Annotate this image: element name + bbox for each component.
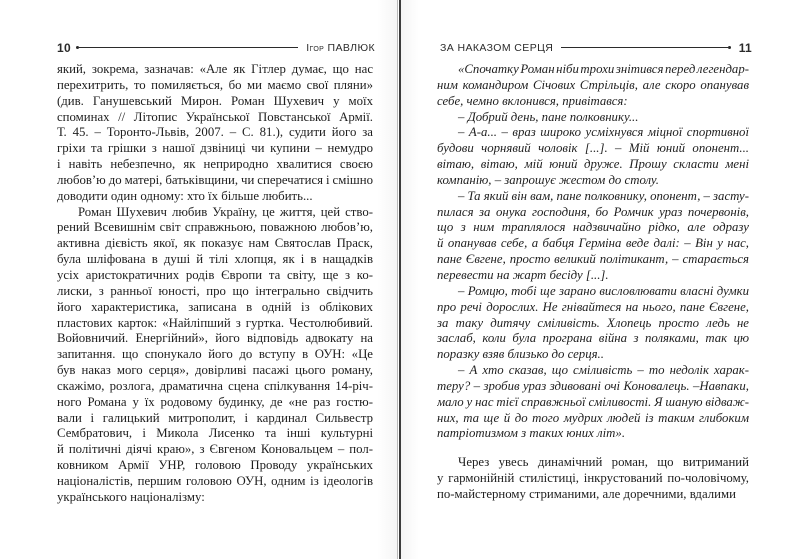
paragraph (437, 110, 749, 126)
text-line: пане Євгене, просто великий політикант, – старається (437, 252, 749, 267)
text-line: пилася за онука господиня, бо Ромчик ураз почервонів, (437, 204, 749, 219)
text-line: і навіть небезпечно, як неприродно хвалитися своєю (57, 157, 373, 172)
text-line: – Та який він вам, пане полковнику, опонент, – засту- (458, 188, 749, 203)
text-line: націоналістів, першим головою ОУН, одним із ідеологів (57, 473, 373, 488)
text-line: у гармонійній стилістиці, інкрустований по-чоловічому, (437, 471, 749, 486)
paragraph (437, 284, 749, 363)
text-line: перехитрить, то помиляється, бо ми маємо свої пляни» (57, 77, 373, 92)
text-line: – Ромцю, тобі ще зарано висловлювати власні думки (458, 283, 749, 298)
paragraph (437, 189, 749, 284)
page-number-right: 11 (738, 40, 752, 55)
running-title-left: Ігор ПАВЛЮК (306, 41, 375, 54)
text-line: ного Романа у їх родовому будинку, де «не раз гостю- (57, 394, 373, 409)
text-line: себе, чемно вклонився, привітався: (437, 93, 628, 108)
page-divider (399, 0, 401, 559)
text-line: патріотизмом з таких юних літ». (437, 426, 626, 441)
text-line: пластових карток: «Найліпший з гуртка. Честолюбивий. (57, 315, 373, 330)
paragraph (437, 62, 749, 110)
paragraph (57, 62, 373, 205)
text-line: по-майстерному стриманими, але доречними, вдалими (437, 486, 736, 501)
running-head-right (440, 41, 752, 54)
text-line: скажімо, розлога, драматична сцена спілкування 14-річ- (57, 378, 373, 393)
text-line: (див. Ганушевський Мирон. Роман Шухевич у моїх (57, 93, 373, 108)
text-line: запитання. що спонукало його до вступу в ОУН: «Це (57, 347, 373, 362)
text-line: Сембратович, і Микола Лисенко та інші культурні (57, 426, 373, 441)
text-line: мало у нас тієї справжньої сміливості. Я шаную відваж- (437, 394, 749, 409)
text-line: вали і галицький митрополит, і кардинал Сильвестр (57, 410, 373, 425)
header-rule-left (79, 47, 298, 48)
page-divider-light (397, 0, 398, 559)
text-line: за таку дитячу сміливість. Хлопець просто ледь не (437, 315, 749, 330)
gutter-shade-right (401, 0, 419, 559)
text-line: – А-а... – враз широко усміхнувся міцної спортивної (458, 125, 749, 140)
text-line: споминах // Літопис Української Повстанської Армії. (57, 109, 373, 124)
text-line: про речі дорослих. Не гнівайтеся на нього, пане Євгене, (437, 299, 749, 314)
text-line: любов’ю до матері, батьківщини, чи сперечатися і смішно (57, 172, 373, 187)
text-line: компанію, – запрошує жестом до столу. (437, 172, 660, 187)
page-number-left: 10 (57, 40, 71, 55)
text-line: «Спочатку Роман ніби трохи знітився перед легендар- (458, 62, 749, 76)
running-title-right: ЗА НАКАЗОМ СЕРЦЯ (440, 41, 554, 54)
text-line: заслаб, коли була програна війна з поляками, так цю (437, 331, 749, 346)
text-line: доводити один одному: хто їх більше любить... (57, 188, 313, 203)
left-page-text (57, 62, 373, 506)
text-line: ним командиром Січових Стрільців, але скоро опанував (437, 77, 749, 92)
text-line: Роман Шухевич любив Україну, це життя, цей ство- (78, 204, 373, 219)
text-line: теру? – зробив ураз здивовані очі Коновалець. –Навпаки, (437, 378, 749, 393)
paragraph (437, 363, 749, 442)
right-page-text (437, 62, 749, 503)
text-line: активна дієвість якої, як показує нам Святослав Праск, (57, 236, 373, 251)
text-line: ковником Армії УНР, головою Проводу українських (57, 458, 373, 473)
text-line: була шліфована в душі й тілі хлопця, як і в нащадків (57, 252, 373, 267)
text-line: який, зокрема, зазначав: «Але як Гітлер думає, що нас (57, 62, 373, 76)
paragraph (57, 205, 373, 506)
text-line: рений Всевишнім світ справжньою, поважною любов’ю, (57, 220, 373, 235)
text-line: Через увесь динамічний роман, що витриманий (458, 455, 749, 470)
text-line: вітаю, вітаю, мій юний друже. Прошу скласти мені (437, 157, 749, 172)
paragraph (437, 455, 749, 503)
text-line: Т. 45. – Торонто-Львів, 2007. – С. 81.), судити його за (57, 125, 373, 140)
text-line: – Добрий день, пане полковнику... (458, 109, 639, 124)
text-line: українського націоналізму: (57, 489, 205, 504)
paragraph (437, 125, 749, 188)
running-head-left (57, 41, 375, 54)
text-line: лиски, з ранньої юності, про що інтегрально свідчить (57, 283, 373, 298)
text-line: гріхи та грішки з нашої дзвіниці чи купини – немудро (57, 141, 373, 156)
text-line: будови чорнявий чоловік [...]. – Мій юний опонент... (437, 141, 749, 156)
text-line: був наказ мого серця», довірливі пасажі цього роману, (57, 363, 373, 378)
text-line: й опанував себе, а бабця Герміна веде далі: – Він у нас, (437, 236, 749, 251)
text-line: його характеристика, записана в одній із облікових (57, 299, 373, 314)
text-line: – А хто сказав, що сміливість – то недолік харак- (458, 363, 749, 378)
text-line: що з ним траплялося надзвичайно рідко, але одразу (437, 220, 749, 235)
text-line: й політичні діячі краю», з Євгеном Коновальцем – пол- (57, 442, 373, 457)
text-line: Войовничий. Енергійний», його відповідь адвокату на (57, 331, 373, 346)
text-line: поразку взяв близько до серця.. (437, 347, 604, 362)
text-line: перевести на жарт бесіду [...]. (437, 267, 609, 282)
bullet-dot-icon (728, 46, 731, 49)
text-line: них, та ще й до того мудрих людей із таким глибоким (437, 410, 749, 425)
text-line: усіх аристократичних родів Європи та світу, ще з ко- (57, 267, 373, 282)
header-rule-right (561, 47, 727, 48)
gutter-shade-left (377, 0, 397, 559)
